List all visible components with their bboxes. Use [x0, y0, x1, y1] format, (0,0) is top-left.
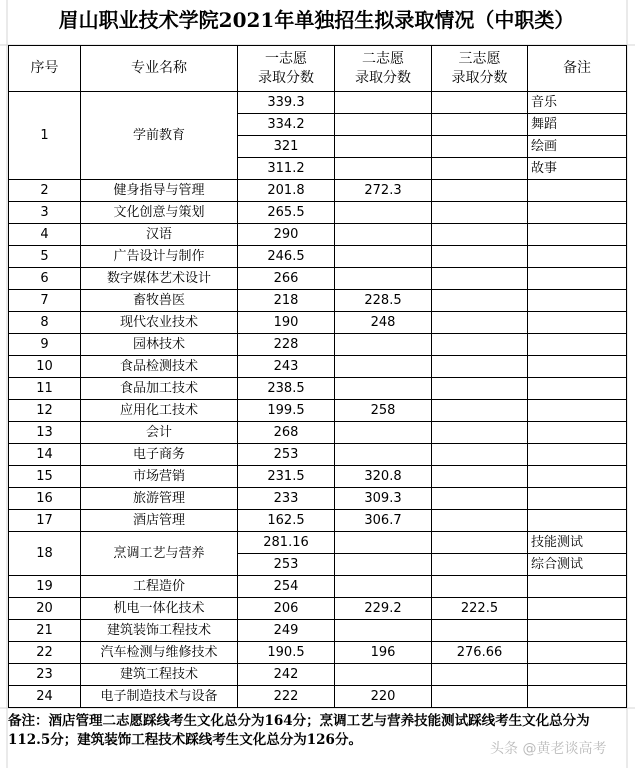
- cell-score2: [335, 378, 432, 400]
- cell-score3: [432, 334, 528, 356]
- cell-note: [528, 202, 627, 224]
- cell-score2: [335, 92, 432, 114]
- cell-note: [528, 576, 627, 598]
- cell-score3: [432, 114, 528, 136]
- cell-score2: [335, 334, 432, 356]
- cell-score3: [432, 180, 528, 202]
- cell-note: 绘画: [528, 136, 627, 158]
- cell-score1: 238.5: [238, 378, 335, 400]
- cell-score2: [335, 576, 432, 598]
- cell-no: 22: [9, 642, 81, 664]
- header-score1: [238, 46, 335, 92]
- table-row: [9, 664, 627, 686]
- cell-note: 音乐: [528, 92, 627, 114]
- cell-note: [528, 290, 627, 312]
- header-score2: [335, 46, 432, 92]
- cell-no: 1: [9, 92, 81, 180]
- cell-major-name: 学前教育: [81, 92, 238, 180]
- cell-score3: 276.66: [432, 642, 528, 664]
- cell-score1: 254: [238, 576, 335, 598]
- table-row: [9, 268, 627, 290]
- cell-note: [528, 334, 627, 356]
- table-row: [9, 378, 627, 400]
- cell-score3: [432, 620, 528, 642]
- cell-score1: 206: [238, 598, 335, 620]
- cell-major-name: 畜牧兽医: [81, 290, 238, 312]
- cell-major-name: 汽车检测与维修技术: [81, 642, 238, 664]
- cell-no: 10: [9, 356, 81, 378]
- cell-major-name: 电子制造技术与设备: [81, 686, 238, 708]
- cell-score1: 321: [238, 136, 335, 158]
- cell-no: 15: [9, 466, 81, 488]
- table-row: [9, 224, 627, 246]
- cell-major-name: 市场营销: [81, 466, 238, 488]
- cell-score3: [432, 136, 528, 158]
- cell-score3: [432, 466, 528, 488]
- cell-score2: [335, 422, 432, 444]
- cell-score2: [335, 532, 432, 554]
- header-score1-line1: 一志愿: [265, 50, 307, 67]
- table-row: [9, 334, 627, 356]
- cell-score1: 339.3: [238, 92, 335, 114]
- cell-no: 17: [9, 510, 81, 532]
- cell-note: [528, 246, 627, 268]
- table-row: [9, 598, 627, 620]
- cell-major-name: 文化创意与策划: [81, 202, 238, 224]
- cell-score3: [432, 422, 528, 444]
- footnote: 备注：酒店管理二志愿踩线考生文化总分为164分；烹调工艺与营养技能测试踩线考生文化总分为112.5分；建筑装饰工程技术踩线考生文化总分为126分。: [8, 713, 590, 748]
- cell-major-name: 电子商务: [81, 444, 238, 466]
- cell-score2: 248: [335, 312, 432, 334]
- table-row: [9, 92, 627, 114]
- table-row: [9, 356, 627, 378]
- cell-major-name: 机电一体化技术: [81, 598, 238, 620]
- cell-score3: [432, 400, 528, 422]
- cell-score2: 309.3: [335, 488, 432, 510]
- header-score1-line2: 录取分数: [258, 69, 314, 86]
- header-score3-line2: 录取分数: [451, 69, 508, 86]
- cell-note: [528, 400, 627, 422]
- cell-score2: 228.5: [335, 290, 432, 312]
- cell-no: 6: [9, 268, 81, 290]
- cell-no: 20: [9, 598, 81, 620]
- cell-no: 18: [9, 532, 81, 576]
- header-row: [9, 46, 627, 92]
- cell-major-name: 现代农业技术: [81, 312, 238, 334]
- cell-score1: 268: [238, 422, 335, 444]
- cell-score3: [432, 554, 528, 576]
- table-row: [9, 532, 627, 554]
- table-row: [9, 400, 627, 422]
- page-title: 眉山职业技术学院2021年单独招生拟录取情况（中职类）: [58, 8, 575, 32]
- cell-score3: [432, 576, 528, 598]
- cell-no: 9: [9, 334, 81, 356]
- watermark: 头条 @黄老谈高考: [490, 741, 607, 757]
- cell-major-name: 烹调工艺与营养: [81, 532, 238, 576]
- cell-note: [528, 466, 627, 488]
- admission-table: [8, 45, 627, 708]
- cell-score2: 320.8: [335, 466, 432, 488]
- cell-major-name: 数字媒体艺术设计: [81, 268, 238, 290]
- cell-score3: [432, 686, 528, 708]
- table-row: [9, 686, 627, 708]
- cell-score2: [335, 664, 432, 686]
- cell-note: [528, 422, 627, 444]
- cell-score3: [432, 532, 528, 554]
- cell-major-name: 工程造价: [81, 576, 238, 598]
- table-row: [9, 202, 627, 224]
- cell-note: [528, 664, 627, 686]
- cell-score1: 218: [238, 290, 335, 312]
- cell-note: 技能测试: [528, 532, 627, 554]
- cell-no: 7: [9, 290, 81, 312]
- header-score3-line1: 三志愿: [458, 50, 501, 67]
- cell-no: 3: [9, 202, 81, 224]
- table-row: [9, 466, 627, 488]
- cell-score1: 334.2: [238, 114, 335, 136]
- cell-score3: [432, 444, 528, 466]
- cell-major-name: 食品检测技术: [81, 356, 238, 378]
- cell-note: [528, 642, 627, 664]
- cell-score1: 190.5: [238, 642, 335, 664]
- cell-no: 24: [9, 686, 81, 708]
- cell-score3: [432, 158, 528, 180]
- cell-no: 16: [9, 488, 81, 510]
- cell-score1: 242: [238, 664, 335, 686]
- cell-score1: 249: [238, 620, 335, 642]
- table-row: [9, 312, 627, 334]
- cell-score3: [432, 312, 528, 334]
- cell-score1: 281.16: [238, 532, 335, 554]
- table-row: [9, 422, 627, 444]
- cell-score1: 243: [238, 356, 335, 378]
- header-score3: [432, 46, 528, 92]
- cell-no: 2: [9, 180, 81, 202]
- cell-no: 5: [9, 246, 81, 268]
- cell-major-name: 食品加工技术: [81, 378, 238, 400]
- cell-score2: [335, 356, 432, 378]
- cell-note: [528, 510, 627, 532]
- cell-note: 故事: [528, 158, 627, 180]
- cell-major-name: 汉语: [81, 224, 238, 246]
- cell-score2: 220: [335, 686, 432, 708]
- cell-no: 23: [9, 664, 81, 686]
- cell-score3: [432, 224, 528, 246]
- cell-score3: [432, 268, 528, 290]
- cell-note: [528, 356, 627, 378]
- cell-major-name: 建筑工程技术: [81, 664, 238, 686]
- cell-major-name: 酒店管理: [81, 510, 238, 532]
- cell-note: [528, 686, 627, 708]
- cell-score3: [432, 202, 528, 224]
- table-row: [9, 488, 627, 510]
- cell-note: [528, 598, 627, 620]
- header-note: 备注: [528, 46, 627, 92]
- cell-no: 11: [9, 378, 81, 400]
- cell-score3: [432, 246, 528, 268]
- cell-no: 13: [9, 422, 81, 444]
- cell-no: 4: [9, 224, 81, 246]
- cell-note: [528, 312, 627, 334]
- header-name: 专业名称: [81, 46, 238, 92]
- table-row: [9, 642, 627, 664]
- cell-score3: [432, 510, 528, 532]
- cell-score1: 228: [238, 334, 335, 356]
- cell-note: [528, 224, 627, 246]
- table-row: [9, 576, 627, 598]
- cell-score1: 201.8: [238, 180, 335, 202]
- cell-major-name: 广告设计与制作: [81, 246, 238, 268]
- cell-no: 14: [9, 444, 81, 466]
- cell-note: [528, 378, 627, 400]
- table-row: [9, 290, 627, 312]
- cell-score3: [432, 356, 528, 378]
- cell-score2: [335, 444, 432, 466]
- cell-score3: [432, 92, 528, 114]
- cell-score2: 306.7: [335, 510, 432, 532]
- cell-major-name: 旅游管理: [81, 488, 238, 510]
- cell-no: 12: [9, 400, 81, 422]
- cell-score2: 258: [335, 400, 432, 422]
- cell-score1: 246.5: [238, 246, 335, 268]
- cell-score3: [432, 488, 528, 510]
- table-row: [9, 246, 627, 268]
- cell-score1: 290: [238, 224, 335, 246]
- cell-score2: [335, 620, 432, 642]
- cell-no: 21: [9, 620, 81, 642]
- cell-score2: 229.2: [335, 598, 432, 620]
- cell-note: [528, 488, 627, 510]
- cell-score1: 265.5: [238, 202, 335, 224]
- cell-score1: 253: [238, 444, 335, 466]
- cell-score1: 233: [238, 488, 335, 510]
- cell-major-name: 会计: [81, 422, 238, 444]
- table-body: [9, 92, 627, 708]
- cell-score2: [335, 246, 432, 268]
- table-row: [9, 444, 627, 466]
- cell-score3: [432, 664, 528, 686]
- cell-score2: [335, 158, 432, 180]
- header-score2-line2: 录取分数: [355, 69, 411, 86]
- cell-score1: 253: [238, 554, 335, 576]
- cell-note: [528, 620, 627, 642]
- cell-note: [528, 180, 627, 202]
- cell-score2: [335, 136, 432, 158]
- cell-note: 综合测试: [528, 554, 627, 576]
- table-row: [9, 620, 627, 642]
- cell-score2: [335, 202, 432, 224]
- table-row: [9, 180, 627, 202]
- cell-no: 8: [9, 312, 81, 334]
- cell-score3: [432, 290, 528, 312]
- cell-major-name: 建筑装饰工程技术: [81, 620, 238, 642]
- cell-score2: [335, 268, 432, 290]
- cell-note: [528, 444, 627, 466]
- cell-major-name: 应用化工技术: [81, 400, 238, 422]
- cell-score1: 162.5: [238, 510, 335, 532]
- cell-score1: 231.5: [238, 466, 335, 488]
- cell-major-name: 园林技术: [81, 334, 238, 356]
- cell-score2: 196: [335, 642, 432, 664]
- cell-note: [528, 268, 627, 290]
- cell-score2: [335, 114, 432, 136]
- cell-note: 舞蹈: [528, 114, 627, 136]
- cell-score1: 190: [238, 312, 335, 334]
- header-score2-line1: 二志愿: [362, 50, 404, 67]
- cell-score2: [335, 224, 432, 246]
- cell-score3: 222.5: [432, 598, 528, 620]
- cell-score1: 311.2: [238, 158, 335, 180]
- cell-score1: 222: [238, 686, 335, 708]
- cell-major-name: 健身指导与管理: [81, 180, 238, 202]
- cell-score2: [335, 554, 432, 576]
- cell-score3: [432, 378, 528, 400]
- cell-score1: 199.5: [238, 400, 335, 422]
- cell-no: 19: [9, 576, 81, 598]
- cell-score1: 266: [238, 268, 335, 290]
- header-no: 序号: [9, 46, 81, 92]
- table-row: [9, 510, 627, 532]
- cell-score2: 272.3: [335, 180, 432, 202]
